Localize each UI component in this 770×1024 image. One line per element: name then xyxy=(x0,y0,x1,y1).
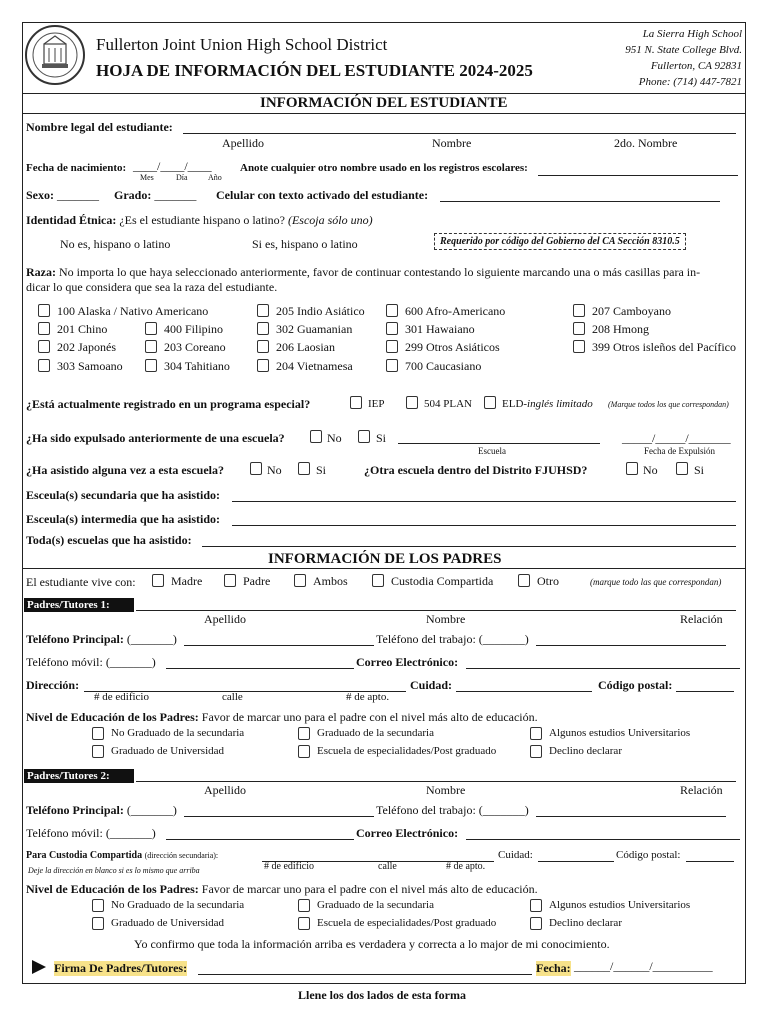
sub-apellido: Apellido xyxy=(222,136,264,150)
raza-text-1: Raza: No importa lo que haya seleccionado anteriormente, favor de continuar contestando lo siguiente marcando una o más casillas para in- xyxy=(26,265,701,279)
race-option-12-label: 299 Otros Asiáticos xyxy=(405,340,500,354)
t1-tel-trabajo-field[interactable] xyxy=(536,645,726,646)
sexo-label: Sexo: _______ xyxy=(26,188,99,202)
arrow-right-icon xyxy=(32,960,46,974)
t1-codigo-field[interactable] xyxy=(676,691,734,692)
t2-edu-4-label: Escuela de especialidades/Post graduado xyxy=(317,917,497,929)
504-checkbox[interactable] xyxy=(406,396,418,409)
race-option-3-checkbox[interactable] xyxy=(573,304,585,317)
t2-tel-principal-field[interactable] xyxy=(184,816,374,817)
race-option-5-checkbox[interactable] xyxy=(145,322,157,335)
school-address-1: 951 N. State College Blvd. xyxy=(625,44,742,56)
lives-option-3-label: Custodia Compartida xyxy=(391,574,494,588)
iep-label: IEP xyxy=(368,398,385,410)
t1-direccion-label: Dirección: xyxy=(26,678,80,692)
intermedia-label: Esceula(s) intermedia que ha asistido: xyxy=(26,512,221,526)
t1-tel-trabajo: Teléfono del trabajo: (_______) xyxy=(376,632,529,646)
grado-label: Grado: _______ xyxy=(114,188,197,202)
race-option-7-checkbox[interactable] xyxy=(386,322,398,335)
district-seal-icon xyxy=(24,24,86,86)
t2-tel-trabajo: Teléfono del trabajo: (_______) xyxy=(376,803,529,817)
custody-label: Para Custodia Compartida (dirección secundaria): xyxy=(26,850,219,861)
firma-label: Firma De Padres/Tutores: xyxy=(54,961,188,975)
lives-option-3-checkbox[interactable] xyxy=(372,574,384,587)
t2-ciudad-field[interactable] xyxy=(538,861,614,862)
form-title: HOJA DE INFORMACIÓN DEL ESTUDIANTE 2024-2025 xyxy=(96,61,533,80)
program-note: (Marque todos los que correspondan) xyxy=(608,400,729,409)
race-option-11-label: 206 Laosian xyxy=(276,340,335,354)
expulsion-date-field[interactable]: _____/_____/_______ xyxy=(622,431,731,445)
intermedia-field[interactable] xyxy=(232,525,736,526)
lives-with-label: El estudiante vive con: xyxy=(26,575,136,589)
t2-edu-3-checkbox[interactable] xyxy=(92,917,104,930)
iep-checkbox[interactable] xyxy=(350,396,362,409)
t2-correo-field[interactable] xyxy=(466,839,740,840)
t2-edu-0-label: No Graduado de la secundaria xyxy=(111,899,245,911)
t1-edu-3-label: Graduado de Universidad xyxy=(111,745,225,757)
fecha-field[interactable]: ______/______/__________ xyxy=(574,959,713,973)
t1-sub-relacion: Relación xyxy=(680,612,723,626)
race-option-11-checkbox[interactable] xyxy=(257,340,269,353)
fecha-expulsion-sub: Fecha de Expulsión xyxy=(644,446,715,456)
race-option-3-label: 207 Camboyano xyxy=(592,304,671,318)
race-option-4-checkbox[interactable] xyxy=(38,322,50,335)
t1-ciudad-label: Cuidad: xyxy=(410,678,453,692)
race-option-12-checkbox[interactable] xyxy=(386,340,398,353)
t2-edu-2-label: Algunos estudios Universitarios xyxy=(549,899,691,911)
race-option-16-label: 204 Vietnamesa xyxy=(276,359,353,373)
custody-note: Deje la dirección en blanco si es lo mismo que arriba xyxy=(28,866,200,875)
t1-edu-4-label: Escuela de especialidades/Post graduado xyxy=(317,745,497,757)
t2-ciudad-label: Cuidad: xyxy=(498,849,533,861)
lives-option-4-checkbox[interactable] xyxy=(518,574,530,587)
firma-field[interactable] xyxy=(198,974,532,975)
tutor1-bar: Padres/Tutores 1: xyxy=(24,598,134,612)
t2-edu-4-checkbox[interactable] xyxy=(298,917,310,930)
expelled-si-label: Si xyxy=(376,431,387,445)
t1-edu-1-label: Graduado de la secundaria xyxy=(317,727,434,739)
t2-sub-nombre: Nombre xyxy=(426,783,466,797)
legal-name-field[interactable] xyxy=(183,133,736,134)
ethnic-no-option[interactable]: No es, hispano o latino xyxy=(60,237,171,251)
race-option-10-checkbox[interactable] xyxy=(145,340,157,353)
t1-edu-4-checkbox[interactable] xyxy=(298,745,310,758)
t1-edu-0-checkbox[interactable] xyxy=(92,727,104,740)
t1-ciudad-field[interactable] xyxy=(456,691,592,692)
secundaria-field[interactable] xyxy=(232,501,736,502)
race-option-17-label: 700 Caucasiano xyxy=(405,359,482,373)
tutor2-name-field[interactable] xyxy=(136,781,736,782)
dob-field[interactable]: ____/____/____ xyxy=(133,159,212,173)
race-option-16-checkbox[interactable] xyxy=(257,359,269,372)
other-school-no-label: No xyxy=(643,463,658,477)
t1-sub-calle: calle xyxy=(222,691,243,703)
t2-tel-principal: Teléfono Principal: (_______) xyxy=(26,803,177,817)
t2-education-line: Nivel de Educación de los Padres: Favor de marcar uno para el padre con el nivel más alto de educación. xyxy=(26,882,538,896)
t1-edu-2-checkbox[interactable] xyxy=(530,727,542,740)
other-name-field[interactable] xyxy=(538,175,738,176)
t2-tel-movil-field[interactable] xyxy=(166,839,354,840)
race-option-9-label: 202 Japonés xyxy=(57,340,116,354)
t1-correo-field[interactable] xyxy=(466,668,740,669)
attended-no-label: No xyxy=(267,463,282,477)
ethnic-yes-option[interactable]: Si es, hispano o latino xyxy=(252,237,358,251)
lives-option-4-label: Otro xyxy=(537,574,559,588)
raza-text-2: dicar lo que considera que sea la raza del estudiante. xyxy=(26,280,278,294)
race-option-14-label: 303 Samoano xyxy=(57,359,123,373)
lives-option-2-checkbox[interactable] xyxy=(294,574,306,587)
other-name-label: Anote cualquier otro nombre usado en los registros escolares: xyxy=(240,162,528,174)
legal-name-label: Nombre legal del estudiante: xyxy=(26,120,173,134)
t2-edu-5-label: Declino declarar xyxy=(549,917,622,929)
expelled-no-checkbox[interactable] xyxy=(310,430,322,443)
t2-edu-1-label: Graduado de la secundaria xyxy=(317,899,434,911)
t1-edu-1-checkbox[interactable] xyxy=(298,727,310,740)
lives-note: (marque todo las que correspondan) xyxy=(590,577,722,587)
race-option-4-label: 201 Chino xyxy=(57,322,108,336)
t2-edu-2-checkbox[interactable] xyxy=(530,899,542,912)
t2-codigo-field[interactable] xyxy=(686,861,734,862)
lives-option-0-label: Madre xyxy=(171,574,203,588)
school-phone: Phone: (714) 447-7821 xyxy=(638,76,742,88)
race-option-8-label: 208 Hmong xyxy=(592,322,649,336)
other-school-si-label: Si xyxy=(694,463,705,477)
sub-nombre: Nombre xyxy=(432,136,472,150)
tutor1-name-field[interactable] xyxy=(136,610,736,611)
eld-checkbox[interactable] xyxy=(484,396,496,409)
t2-tel-trabajo-field[interactable] xyxy=(536,816,726,817)
race-option-1-label: 205 Indio Asiático xyxy=(276,304,365,318)
t1-education-line: Nivel de Educación de los Padres: Favor de marcar uno para el padre con el nivel más alto de educación. xyxy=(26,710,538,724)
race-option-17-checkbox[interactable] xyxy=(386,359,398,372)
required-note: Requerido por código del Gobierno del CA Sección 8310.5 xyxy=(434,233,686,250)
race-option-14-checkbox[interactable] xyxy=(38,359,50,372)
t2-sub-calle: calle xyxy=(378,861,397,872)
dob-label: Fecha de nacimiento: xyxy=(26,162,127,174)
dob-anio: Año xyxy=(208,173,222,182)
race-option-8-checkbox[interactable] xyxy=(573,322,585,335)
t1-sub-nombre: Nombre xyxy=(426,612,466,626)
dob-mes: Mes xyxy=(140,173,154,182)
race-option-5-label: 400 Filipino xyxy=(164,322,224,336)
secundaria-label: Esceula(s) secundaria que ha asistido: xyxy=(26,488,221,502)
attended-no-checkbox[interactable] xyxy=(250,462,262,475)
t2-codigo-label: Código postal: xyxy=(616,849,681,861)
t1-sub-apellido: Apellido xyxy=(204,612,246,626)
t2-tel-movil: Teléfono móvil: (_______) xyxy=(26,826,156,840)
t2-edu-1-checkbox[interactable] xyxy=(298,899,310,912)
t2-edu-3-label: Graduado de Universidad xyxy=(111,917,225,929)
race-option-7-label: 301 Hawaiano xyxy=(405,322,475,336)
fecha-label: Fecha: xyxy=(536,961,571,975)
t2-sub-apellido: Apellido xyxy=(204,783,246,797)
t1-edu-5-label: Declino declarar xyxy=(549,745,622,757)
race-option-15-checkbox[interactable] xyxy=(145,359,157,372)
celular-label: Celular con texto activado del estudiante: xyxy=(216,188,429,202)
t1-edu-0-label: No Graduado de la secundaria xyxy=(111,727,245,739)
confirm-statement: Yo confirmo que toda la información arriba es verdadera y correcta a lo major de mi conocimiento. xyxy=(134,937,610,951)
t1-edu-2-label: Algunos estudios Universitarios xyxy=(549,727,691,739)
t1-codigo-label: Código postal: xyxy=(598,678,673,692)
t1-sub-edificio: # de edificio xyxy=(94,691,149,703)
eld-label: ELD-inglés limitado xyxy=(502,398,593,410)
other-school-question: ¿Otra escuela dentro del Distrito FJUHSD? xyxy=(364,463,588,477)
other-school-no-checkbox[interactable] xyxy=(626,462,638,475)
expelled-question: ¿Ha sido expulsado anteriormente de una escuela? xyxy=(26,431,285,445)
t2-sub-edificio: # de edificio xyxy=(264,861,314,872)
t1-edu-3-checkbox[interactable] xyxy=(92,745,104,758)
attended-si-checkbox[interactable] xyxy=(298,462,310,475)
todas-label: Toda(s) escuelas que ha asistido: xyxy=(26,533,192,547)
t1-tel-principal-field[interactable] xyxy=(184,645,374,646)
race-option-10-label: 203 Coreano xyxy=(164,340,226,354)
lives-option-1-checkbox[interactable] xyxy=(224,574,236,587)
t2-sub-relacion: Relación xyxy=(680,783,723,797)
race-option-0-checkbox[interactable] xyxy=(38,304,50,317)
attended-question: ¿Ha asistido alguna vez a esta escuela? xyxy=(26,463,224,477)
parents-section-title: INFORMACIÓN DE LOS PADRES xyxy=(268,551,502,567)
district-name: Fullerton Joint Union High School District xyxy=(96,35,388,54)
t2-edu-5-checkbox[interactable] xyxy=(530,917,542,930)
celular-field[interactable] xyxy=(440,201,720,202)
attended-si-label: Si xyxy=(316,463,327,477)
race-option-6-label: 302 Guamanian xyxy=(276,322,353,336)
t2-correo-label: Correo Electrónico: xyxy=(356,826,459,840)
lives-option-0-checkbox[interactable] xyxy=(152,574,164,587)
t1-sub-apto: # de apto. xyxy=(346,691,390,703)
school-name: La Sierra High School xyxy=(642,28,742,40)
ethnic-line: Identidad Étnica: ¿Es el estudiante hispano o latino? (Escoja sólo uno) xyxy=(26,213,373,227)
todas-field[interactable] xyxy=(202,546,736,547)
special-program-question: ¿Está actualmente registrado en un programa especial? xyxy=(26,397,311,411)
expelled-school-field[interactable] xyxy=(398,443,600,444)
expelled-si-checkbox[interactable] xyxy=(358,430,370,443)
t1-tel-movil: Teléfono móvil: (_______) xyxy=(26,655,156,669)
race-option-2-checkbox[interactable] xyxy=(386,304,398,317)
race-option-1-checkbox[interactable] xyxy=(257,304,269,317)
t2-edu-0-checkbox[interactable] xyxy=(92,899,104,912)
expelled-no-label: No xyxy=(327,431,342,445)
race-option-13-label: 399 Otros isleños del Pacífico xyxy=(592,340,736,354)
student-section-title: INFORMACIÓN DEL ESTUDIANTE xyxy=(260,95,508,111)
t1-edu-5-checkbox[interactable] xyxy=(530,745,542,758)
escuela-sub: Escuela xyxy=(478,446,506,456)
t2-sub-apto: # de apto. xyxy=(446,861,486,872)
race-option-9-checkbox[interactable] xyxy=(38,340,50,353)
dob-dia: Día xyxy=(176,173,188,182)
race-option-0-label: 100 Alaska / Nativo Americano xyxy=(57,304,209,318)
sub-2do-nombre: 2do. Nombre xyxy=(614,136,678,150)
lives-option-2-label: Ambos xyxy=(313,574,348,588)
other-school-si-checkbox[interactable] xyxy=(676,462,688,475)
tutor2-bar: Padres/Tutores 2: xyxy=(24,769,134,783)
504-label: 504 PLAN xyxy=(424,398,472,410)
footer-note: Llene los dos lados de esta forma xyxy=(298,988,466,1002)
race-option-13-checkbox[interactable] xyxy=(573,340,585,353)
race-option-2-label: 600 Afro-Americano xyxy=(405,304,506,318)
race-option-6-checkbox[interactable] xyxy=(257,322,269,335)
lives-option-1-label: Padre xyxy=(243,574,271,588)
race-option-15-label: 304 Tahitiano xyxy=(164,359,230,373)
t1-tel-movil-field[interactable] xyxy=(166,668,354,669)
school-address-2: Fullerton, CA 92831 xyxy=(650,60,742,72)
t1-tel-principal: Teléfono Principal: (_______) xyxy=(26,632,177,646)
t1-correo-label: Correo Electrónico: xyxy=(356,655,459,669)
